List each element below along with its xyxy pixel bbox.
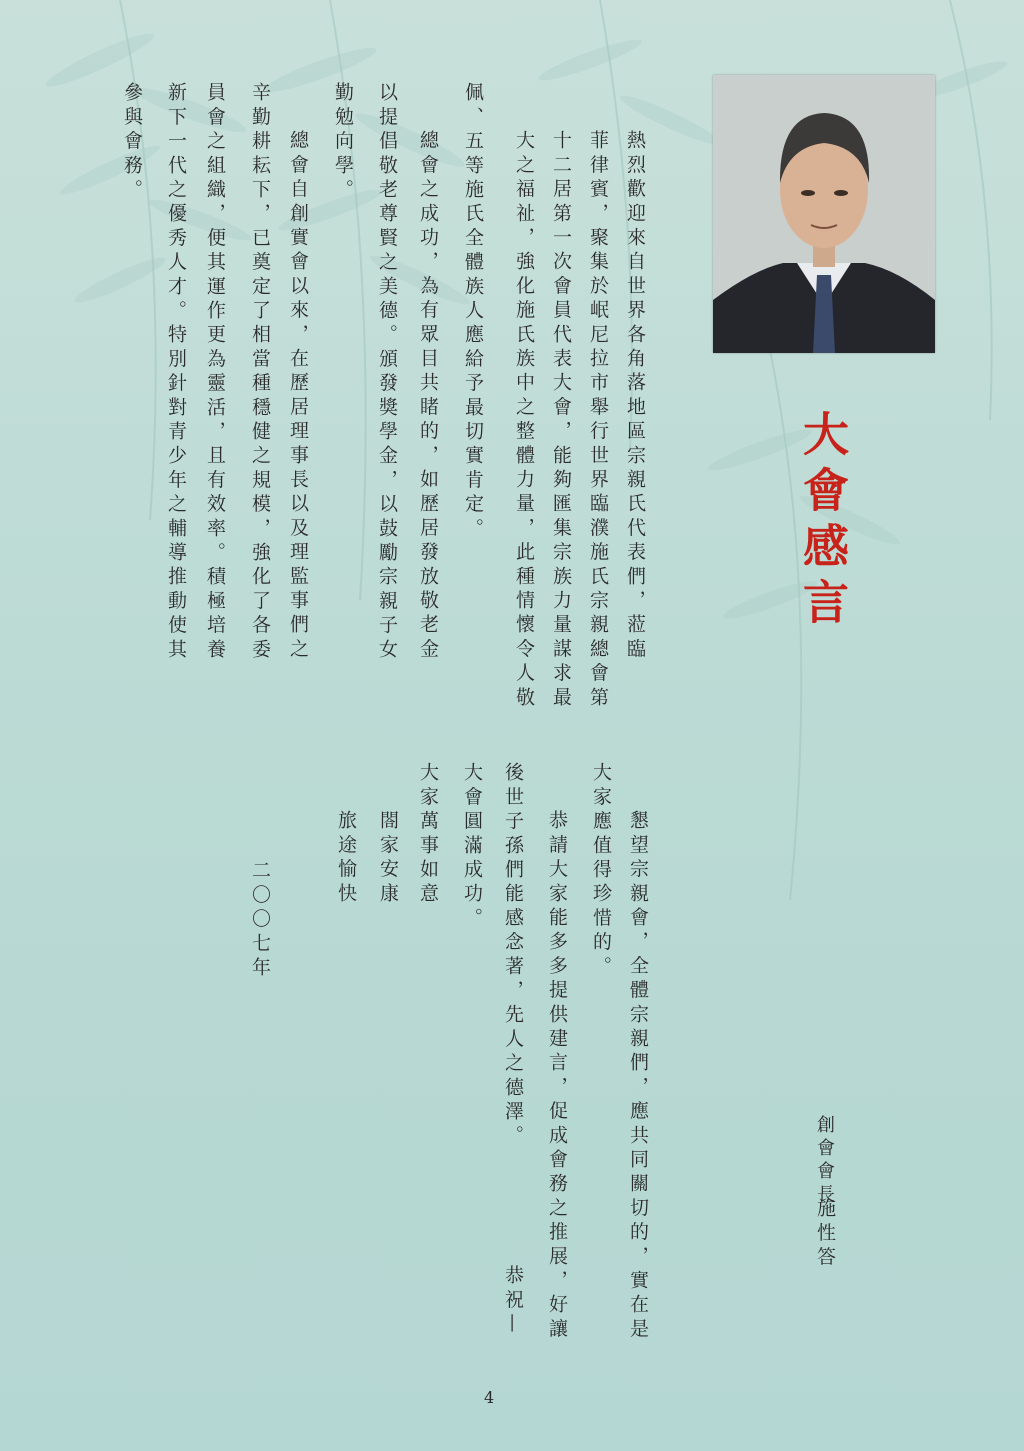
author-name: 施性答	[814, 1198, 836, 1271]
body-column-6: 總會之成功，為有眾目共睹的，如歷居發放敬老金	[417, 130, 439, 663]
closing-column-5: 大會圓滿成功。	[461, 762, 483, 932]
body-column-5: 佩、五等施氏全體族人應給予最切實肯定。	[462, 82, 484, 542]
page-number: 4	[484, 1388, 495, 1407]
body-column-7: 以提倡敬老尊賢之美德。頒發獎學金，以鼓勵宗親子女	[376, 82, 398, 663]
body-column-12: 新下一代之優秀人才。特別針對青少年之輔導推動使其	[165, 82, 187, 663]
closing-column-4: 後世子孫們能感念著，先人之德澤。	[502, 762, 524, 1150]
closing-column-7: 閤家安康	[377, 810, 399, 907]
date-text: 二〇〇七年	[249, 860, 271, 981]
body-column-11: 員會之組織，便其運作更為靈活，且有效率。積極培養	[204, 82, 226, 663]
page-title: 大會感言	[796, 410, 850, 634]
regards-text: 恭祝—	[502, 1265, 524, 1338]
body-column-9: 總會自創實會以來，在歷居理事長以及理監事們之	[287, 130, 309, 663]
closing-column-6: 大家萬事如意	[417, 762, 439, 908]
body-column-3: 十二居第一次會員代表大會，能夠匯集宗族力量謀求最	[550, 130, 572, 711]
body-column-13: 參與會務。	[121, 82, 143, 203]
closing-column-8: 旅途愉快	[335, 810, 357, 907]
body-column-10: 辛勤耕耘下，已奠定了相當種穩健之規模，強化了各委	[249, 82, 271, 663]
body-column-1: 熱烈歡迎來自世界各角落地區宗親氏代表們，蒞臨	[624, 130, 646, 663]
body-column-2: 菲律賓，聚集於岷尼拉市舉行世界臨濮施氏宗親總會第	[587, 130, 609, 711]
body-column-8: 勤勉向學。	[332, 82, 354, 203]
author-role: 創會會長	[814, 1115, 835, 1208]
closing-column-2: 大家應值得珍惜的。	[590, 762, 612, 980]
body-column-4: 大之福祉，強化施氏族中之整體力量，此種情懷令人敬	[513, 130, 535, 711]
closing-column-1: 懇望宗親會，全體宗親們，應共同關切的，實在是	[627, 810, 649, 1343]
closing-column-3: 恭請大家能多多提供建言，促成會務之推展，好讓	[546, 810, 568, 1343]
author-portrait-photo	[713, 75, 935, 353]
